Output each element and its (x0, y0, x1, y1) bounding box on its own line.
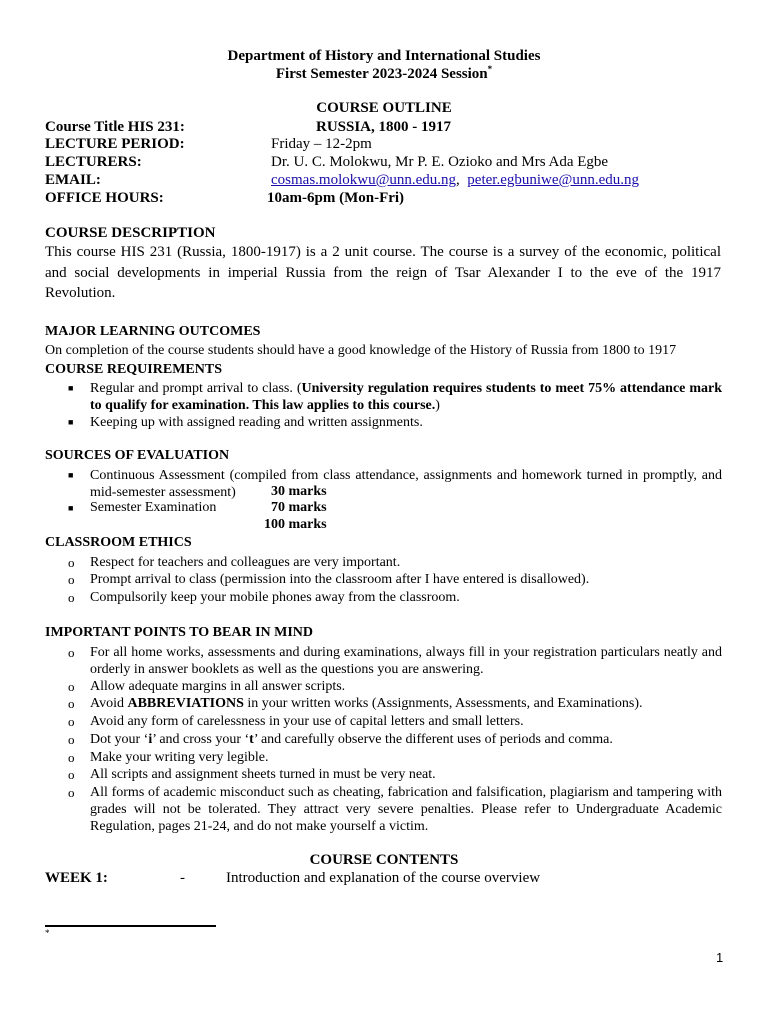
course-description-heading: COURSE DESCRIPTION (45, 225, 216, 241)
semester-exam-marks: 70 marks (271, 500, 327, 515)
circle-bullet-icon: o (68, 590, 75, 605)
point-item: Make your writing very legible. (90, 750, 269, 765)
footnote-separator (45, 925, 216, 927)
learning-outcomes-text: On completion of the course students should have a good knowledge of the History of Russia from 1800 to 1917 (45, 343, 677, 358)
learning-outcomes-heading: MAJOR LEARNING OUTCOMES (45, 324, 261, 339)
course-description-text: This course HIS 231 (Russia, 1800-1917) is a 2 unit course. The course is a survey of the economic, political and social developments in imperial Russia from the reign of Tsar Alexander I to the eve of the 1917 Revolution. (45, 244, 721, 301)
session-heading (0, 66, 768, 83)
week-1-label: WEEK 1: (45, 870, 108, 886)
important-points-heading: IMPORTANT POINTS TO BEAR IN MIND (45, 625, 314, 640)
abbreviations-word: ABBREVIATIONS (127, 696, 244, 711)
week-1-topic: Introduction and explanation of the course overview (226, 870, 541, 886)
circle-bullet-icon: o (68, 679, 75, 694)
circle-bullet-icon: o (68, 645, 75, 660)
ethics-item: Compulsorily keep your mobile phones away from the classroom. (90, 590, 460, 605)
session-text: First Semester 2023-2024 Session (275, 66, 488, 82)
session-footnote-mark: * (487, 64, 493, 74)
classroom-ethics-heading: CLASSROOM ETHICS (45, 535, 192, 550)
square-bullet-icon: ■ (68, 417, 74, 427)
page-number: 1 (716, 950, 724, 965)
course-requirements-heading: COURSE REQUIREMENTS (45, 362, 222, 377)
total-marks: 100 marks (264, 517, 327, 532)
requirement-text-end: ) (435, 398, 440, 413)
point-item: All forms of academic misconduct such as cheating, fabrication and falsification, plagiarism and tampering with grades will not be tolerated. They attract very severe penalties. Please refer to Undergraduate Academic Regulation, pages 21-24, and do not make yourself a victim. (90, 785, 722, 834)
evaluation-heading: SOURCES OF EVALUATION (45, 448, 230, 463)
ethics-item: Prompt arrival to class (permission into the classroom after I have entered is disallowed). (90, 572, 590, 587)
square-bullet-icon: ■ (68, 503, 74, 513)
point-text: ’ and cross your ‘ (152, 732, 250, 747)
circle-bullet-icon: o (68, 714, 75, 729)
requirement-item (90, 380, 722, 414)
ethics-item: Respect for teachers and colleagues are very important. (90, 555, 401, 570)
circle-bullet-icon: o (68, 696, 75, 711)
email-link-molokwu[interactable]: cosmas.molokwu@unn.edu.ng (271, 172, 457, 188)
footnote-mark: * (45, 928, 50, 938)
point-item: For all home works, assessments and during examinations, always fill in your registration particulars neatly and orderly in answer booklets as well as the questions you are answering. (90, 645, 722, 677)
letter-t: t (249, 732, 254, 747)
lecture-period-label: LECTURE PERIOD: (45, 136, 185, 152)
requirement-text: Regular and prompt arrival to class. ( (90, 381, 302, 396)
lecture-period-value: Friday – 12-2pm (271, 136, 372, 152)
circle-bullet-icon: o (68, 750, 75, 765)
email-values (271, 172, 639, 189)
point-item (90, 731, 722, 748)
course-title-value: RUSSIA, 1800 - 1917 (316, 119, 452, 135)
course-outline-title: COURSE OUTLINE (316, 100, 452, 116)
circle-bullet-icon: o (68, 767, 75, 782)
office-hours-label: OFFICE HOURS: (45, 190, 164, 206)
point-text: ’ and carefully observe the different uses of periods and comma. (253, 732, 613, 747)
lecturers-label: LECTURERS: (45, 154, 142, 170)
requirement-item: Keeping up with assigned reading and written assignments. (90, 415, 423, 430)
attendance-regulation-text: University regulation requires students to meet 75% attendance mark to qualify for examination. This law applies to this course. (90, 381, 722, 413)
week-1-dash: - (180, 870, 185, 886)
lecturers-value: Dr. U. C. Molokwu, Mr P. E. Ozioko and Mrs Ada Egbe (271, 154, 609, 170)
course-title-label: Course Title HIS 231: (45, 119, 185, 135)
evaluation-item-semester-exam: Semester Examination (90, 500, 217, 515)
point-item: Avoid any form of carelessness in your use of capital letters and small letters. (90, 714, 524, 729)
circle-bullet-icon: o (68, 555, 75, 570)
point-item: Allow adequate margins in all answer scripts. (90, 679, 346, 694)
evaluation-item-continuous-assessment: Continuous Assessment (compiled from class attendance, assignments and homework turned in promptly, and mid-semester assessment) (90, 468, 722, 500)
circle-bullet-icon: o (68, 572, 75, 587)
department-heading: Department of History and International Studies (227, 48, 541, 64)
point-item (90, 695, 722, 712)
point-item: All scripts and assignment sheets turned in must be very neat. (90, 767, 436, 782)
email-link-egbuniwe[interactable]: peter.egbuniwe@unn.edu.ng (467, 172, 639, 188)
office-hours-value: 10am-6pm (Mon-Fri) (267, 190, 405, 206)
point-text: Dot your ‘ (90, 732, 149, 747)
square-bullet-icon: ■ (68, 383, 74, 393)
email-label: EMAIL: (45, 172, 101, 188)
circle-bullet-icon: o (68, 785, 75, 800)
square-bullet-icon: ■ (68, 470, 74, 480)
point-text: Avoid (90, 696, 128, 711)
course-contents-heading: COURSE CONTENTS (309, 852, 459, 868)
email-separator: , (456, 172, 460, 188)
point-text: in your written works (Assignments, Assessments, and Examinations). (243, 696, 643, 711)
letter-i: i (148, 732, 153, 747)
circle-bullet-icon: o (68, 732, 75, 747)
continuous-assessment-marks: 30 marks (271, 484, 327, 499)
